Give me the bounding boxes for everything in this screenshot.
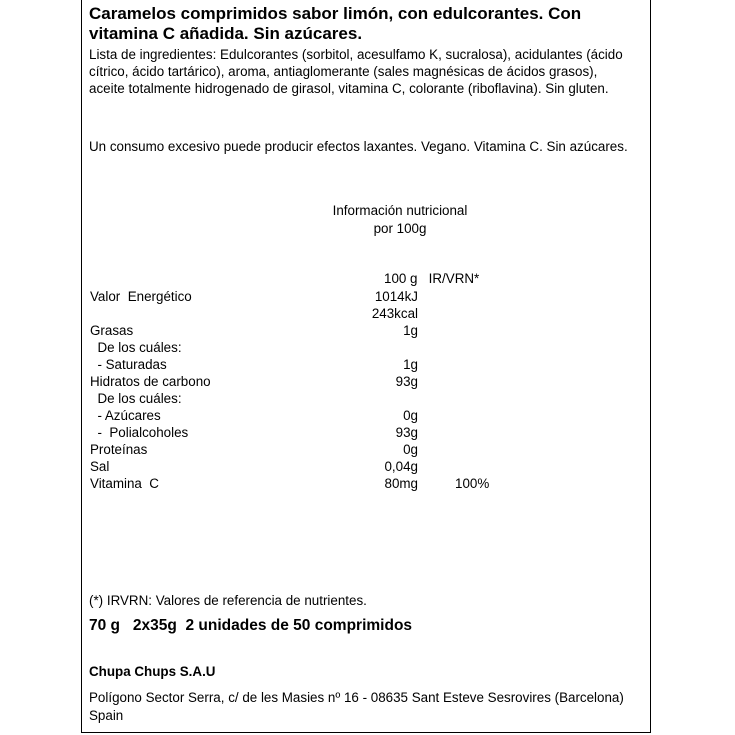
nutrient-label: - Azúcares xyxy=(90,408,161,423)
nutrition-heading-line2: por 100g xyxy=(373,220,427,236)
nutrient-label: Valor Energético xyxy=(90,289,192,304)
nutrient-label: De los cuáles: xyxy=(90,391,182,406)
nutrient-value: 1g xyxy=(403,323,418,338)
nutrition-row xyxy=(0,475,735,492)
company-name: Chupa Chups S.A.U xyxy=(89,664,216,679)
nutrient-label: De los cuáles: xyxy=(90,340,182,355)
nutrient-label: - Saturadas xyxy=(90,357,167,372)
footnote: (*) IRVRN: Valores de referencia de nutrientes. xyxy=(89,593,367,608)
company-address: Polígono Sector Serra, c/ de les Masies nº 16 - 08635 Sant Esteve Sesrovires (Barcelona) Spain xyxy=(89,690,624,723)
nutrient-value: 0,04g xyxy=(384,459,418,474)
pack-info: 70 g 2x35g 2 unidades de 50 comprimidos xyxy=(89,617,413,634)
warning-text: Un consumo excesivo puede producir efectos laxantes. Vegano. Vitamina C. Sin azúcares. xyxy=(89,139,628,154)
nutrient-value: 1g xyxy=(403,357,418,372)
nutrient-value: 93g xyxy=(395,374,418,389)
nutrient-label: Sal xyxy=(90,459,110,474)
nutrition-row xyxy=(0,390,735,407)
nutrition-row xyxy=(0,373,735,390)
nutrient-reference-percent: 100% xyxy=(455,476,490,491)
nutrition-row xyxy=(0,339,735,356)
nutrient-label: Vitamina C xyxy=(90,476,159,491)
nutrition-column-header: 100 g IR/VRN* xyxy=(384,271,480,286)
nutrient-value: 243kcal xyxy=(371,306,418,321)
nutrient-value: 1014kJ xyxy=(374,289,418,304)
nutrition-row xyxy=(0,407,735,424)
nutrition-heading xyxy=(300,202,500,237)
nutrition-row xyxy=(0,305,735,322)
nutrient-label: Grasas xyxy=(90,323,134,338)
nutrient-value: 93g xyxy=(395,425,418,440)
nutrition-row xyxy=(0,458,735,475)
nutrition-row xyxy=(0,356,735,373)
nutrition-row xyxy=(0,424,735,441)
nutrition-row xyxy=(0,288,735,305)
nutrient-label: - Polialcoholes xyxy=(90,425,189,440)
nutrition-row xyxy=(0,441,735,458)
nutrition-row xyxy=(0,322,735,339)
nutrient-value: 0g xyxy=(403,442,418,457)
nutrient-label: Hidratos de carbono xyxy=(90,374,211,389)
nutrient-value: 0g xyxy=(403,408,418,423)
nutrient-label: Proteínas xyxy=(90,442,148,457)
nutrition-heading-line1: Información nutricional xyxy=(332,203,468,218)
product-title: Caramelos comprimidos sabor limón, con edulcorantes. Con vitamina C añadida. Sin azúcares. xyxy=(89,4,582,43)
nutrient-value: 80mg xyxy=(384,476,418,491)
ingredients-list: Lista de ingredientes: Edulcorantes (sorbitol, acesulfamo K, sucralosa), acidulantes (ácido cítrico, ácido tartárico), aroma, antiaglomerante (sales magnésicas de ácidos grasos), aceite totalmente hidrogenado de girasol, vitamina C, colorante (riboflavina). Sin gluten. xyxy=(89,47,623,97)
